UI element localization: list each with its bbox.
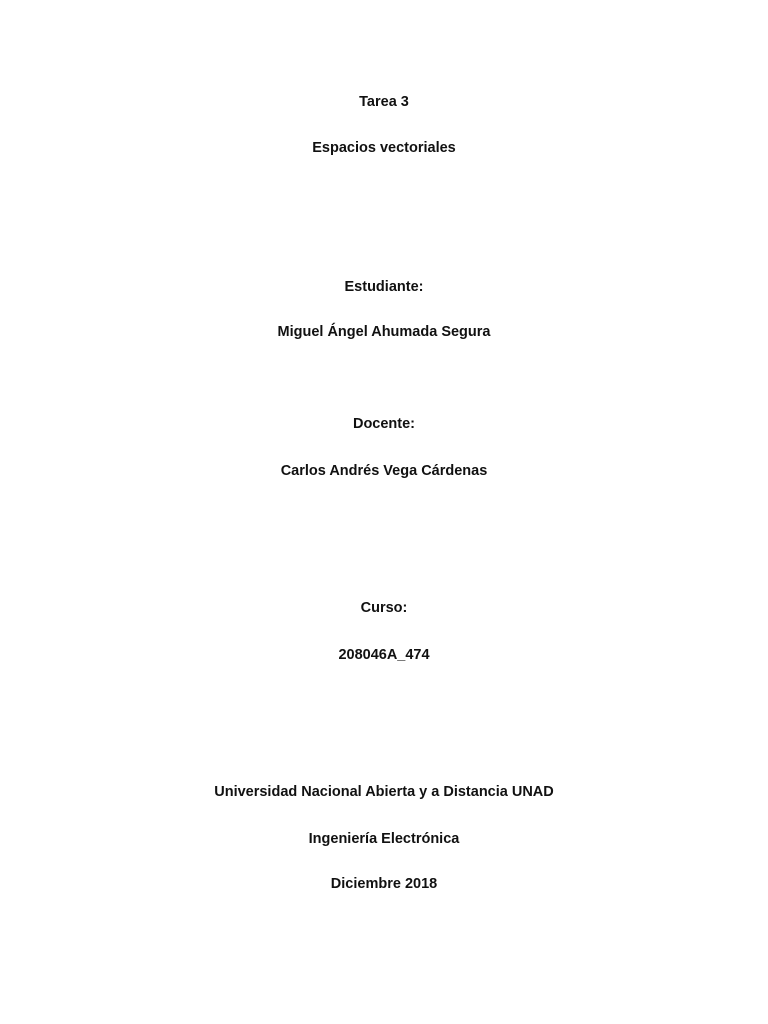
course-code: 208046A_474 <box>338 647 430 663</box>
assignment-title: Tarea 3 <box>359 94 409 110</box>
document-date: Diciembre 2018 <box>330 876 438 892</box>
teacher-name: Carlos Andrés Vega Cárdenas <box>280 463 488 479</box>
teacher-label: Docente: <box>352 416 416 432</box>
university-name: Universidad Nacional Abierta y a Distancia UNAD <box>214 784 554 800</box>
student-name: Miguel Ángel Ahumada Segura <box>277 324 491 340</box>
program-name: Ingeniería Electrónica <box>308 831 460 847</box>
course-label: Curso: <box>360 600 408 616</box>
student-label: Estudiante: <box>344 279 424 295</box>
assignment-subtitle: Espacios vectoriales <box>312 140 456 156</box>
